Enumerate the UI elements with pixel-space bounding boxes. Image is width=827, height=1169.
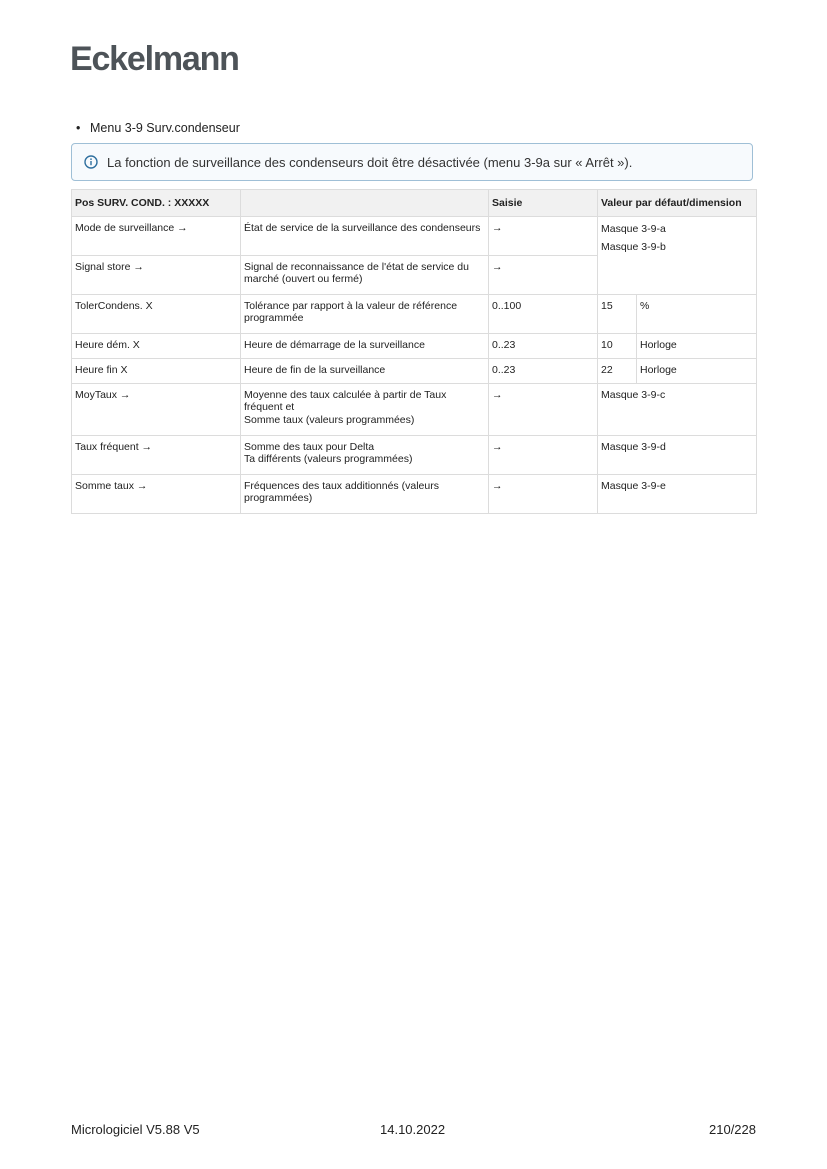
table-row (72, 358, 757, 383)
description-line: Moyenne des taux calculée à partir de Taux fréquent et (244, 388, 447, 413)
cell-saisie: → (489, 255, 598, 294)
description-line: Somme des taux pour Delta (244, 440, 375, 453)
cell-saisie: 0..23 (489, 358, 598, 383)
cell-saisie: 0..23 (489, 333, 598, 358)
masque-link: Masque 3-9-a (601, 222, 666, 235)
cell-default-value: 10 (598, 333, 637, 358)
cell-pos: MoyTaux → (72, 383, 241, 435)
cell-saisie: 0..100 (489, 294, 598, 333)
cell-description: Tolérance par rapport à la valeur de référence programmée (241, 294, 489, 333)
cell-default-value: Masque 3-9-d (598, 435, 757, 474)
cell-description: État de service de la surveillance des condenseurs (241, 216, 489, 255)
eckelmann-logo: Eckelmann (70, 40, 239, 78)
cell-pos: Signal store → (72, 255, 241, 294)
info-note (71, 143, 753, 181)
cell-masque-group (598, 216, 757, 294)
cell-pos: Somme taux → (72, 474, 241, 513)
cell-saisie: → (489, 474, 598, 513)
table-header-row (72, 190, 757, 217)
cell-pos: Mode de surveillance → (72, 216, 241, 255)
info-note-text: La fonction de surveillance des condenseurs doit être désactivée (menu 3-9a sur « Arrêt »). (107, 154, 633, 170)
header-description (241, 190, 489, 217)
cell-dimension: % (637, 294, 757, 333)
cell-default-value: Masque 3-9-e (598, 474, 757, 513)
description-line: Somme taux (valeurs programmées) (244, 413, 415, 426)
parameter-table (71, 189, 757, 514)
cell-description: Heure de démarrage de la surveillance (241, 333, 489, 358)
bullet-glyph: • (76, 121, 81, 135)
cell-description: Heure de fin de la surveillance (241, 358, 489, 383)
header-pos: Pos SURV. COND. : XXXXX (72, 190, 241, 217)
cell-saisie: → (489, 383, 598, 435)
cell-saisie: → (489, 435, 598, 474)
table-row (72, 216, 757, 255)
table-row (72, 294, 757, 333)
table-row (72, 435, 757, 474)
footer-page-number: 210/228 (709, 1122, 756, 1137)
cell-pos: Heure fin X (72, 358, 241, 383)
menu-bullet-item (76, 121, 240, 135)
header-saisie: Saisie (489, 190, 598, 217)
cell-pos: Taux fréquent → (72, 435, 241, 474)
header-default-dimension: Valeur par défaut/dimension (598, 190, 757, 217)
cell-default-value: 15 (598, 294, 637, 333)
table-row (72, 383, 757, 435)
cell-pos: TolerCondens. X (72, 294, 241, 333)
cell-dimension: Horloge (637, 333, 757, 358)
cell-default-value: 22 (598, 358, 637, 383)
cell-saisie: → (489, 216, 598, 255)
cell-dimension: Horloge (637, 358, 757, 383)
footer-date: 14.10.2022 (380, 1122, 446, 1137)
table-row (72, 333, 757, 358)
cell-description: Signal de reconnaissance de l'état de service du marché (ouvert ou fermé) (241, 255, 489, 294)
description-line: Ta différents (valeurs programmées) (244, 453, 413, 465)
cell-description (241, 383, 489, 435)
menu-title: Menu 3-9 Surv.condenseur (90, 121, 240, 135)
cell-description: Fréquences des taux additionnés (valeurs programmées) (241, 474, 489, 513)
cell-pos: Heure dém. X (72, 333, 241, 358)
cell-description (241, 435, 489, 474)
footer-software-version: Micrologiciel V5.88 V5 (71, 1122, 200, 1137)
cell-default-value: Masque 3-9-c (598, 383, 757, 435)
masque-link: Masque 3-9-b (601, 240, 666, 253)
table-row (72, 474, 757, 513)
info-circle-icon (84, 155, 98, 169)
